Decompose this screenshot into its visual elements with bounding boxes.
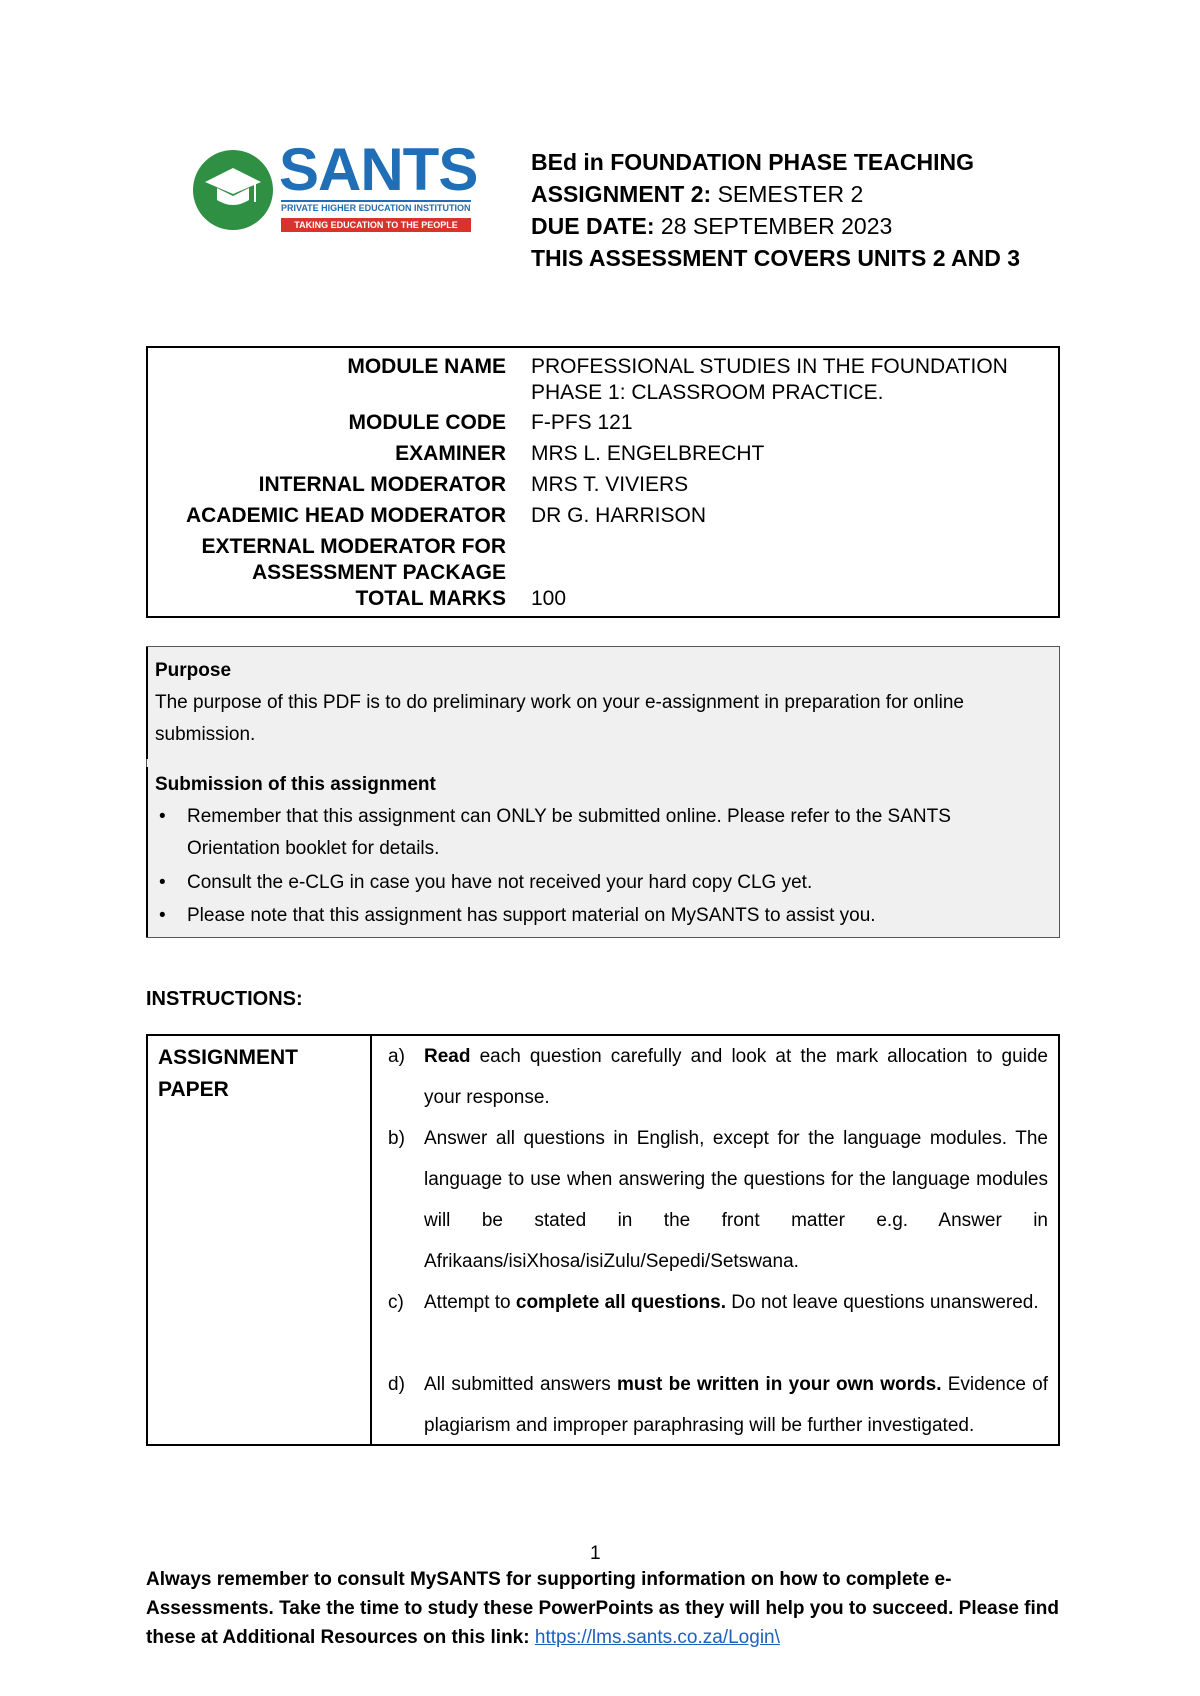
bullet-icon: • xyxy=(159,872,166,893)
instructions-title: INSTRUCTIONS: xyxy=(146,988,303,1010)
programme-title: BEd in FOUNDATION PHASE TEACHING xyxy=(531,149,974,175)
instructions-table: ASSIGNMENT PAPER a) Read each question carefully and look at the mark allocation to guide your response. b) Answer all questions in English, except for the language modules. The language to use when answering the questions for the language modules will be stated in the front matter e.g. Answer in Afrikaans/isiXhosa/isiZulu/Sepedi/Setswana. c) Attempt to complete all questions. Do not leave questions unanswered. d) All submitted answers must be written in your own words. Evidence of plagiarism and improper paraphrasing will be further investigated. xyxy=(146,1034,1060,1446)
sants-logo xyxy=(193,136,478,236)
logo-brand: SANTS xyxy=(279,136,478,203)
module-info-table xyxy=(146,346,1060,618)
submission-title: Submission of this assignment xyxy=(155,774,436,795)
module-row-value: F-PFS 121 xyxy=(531,411,633,434)
assignment-line: ASSIGNMENT 2: SEMESTER 2 xyxy=(531,181,864,207)
assignment-paper-label: ASSIGNMENT PAPER xyxy=(158,1046,299,1101)
module-row-value: MRS T. VIVIERS xyxy=(531,473,689,496)
divider xyxy=(370,1036,372,1444)
document-header xyxy=(531,146,1051,274)
module-row-value: DR G. HARRISON xyxy=(531,504,707,527)
module-row-label: ACADEMIC HEAD MODERATOR xyxy=(185,504,506,527)
purpose-title: Purpose xyxy=(155,660,232,681)
bullet-icon: • xyxy=(159,905,166,926)
page-number: 1 xyxy=(590,1543,601,1564)
module-row-value: 100 xyxy=(531,587,567,610)
bullet-icon: • xyxy=(159,806,166,827)
logo-tagline: PRIVATE HIGHER EDUCATION INSTITUTION xyxy=(281,200,471,213)
module-row-value: MRS L. ENGELBRECHT xyxy=(531,442,765,465)
module-row-label: INTERNAL MODERATOR xyxy=(258,473,506,496)
purpose-box: Purpose The purpose of this PDF is to do preliminary work on your e-assignment in preparation for online submission. Submission of this assignment • Remember that this assignment can ONLY be submitted online. Please refer to the SANTS Orientation booklet for details. • Consult the e-CLG in case you have not received your hard copy CLG yet. • Please note that this assignment has support material on MySANTS to assist you. xyxy=(146,646,1060,938)
divider xyxy=(146,647,148,759)
logo-slogan: TAKING EDUCATION TO THE PEOPLE xyxy=(281,218,471,232)
module-row-label: EXTERNAL MODERATOR FOR ASSESSMENT PACKAGE xyxy=(201,535,506,584)
units-covered: THIS ASSESSMENT COVERS UNITS 2 AND 3 xyxy=(531,245,1021,271)
module-row-label: MODULE NAME xyxy=(347,355,506,378)
lms-login-link[interactable]: https://lms.sants.co.za/Login\ xyxy=(534,1627,780,1648)
divider xyxy=(146,767,148,937)
module-row-label: TOTAL MARKS xyxy=(355,587,506,610)
footer-note: Always remember to consult MySANTS for supporting information on how to complete e-Assessments. Take the time to study these PowerPoints as they will help you to succeed. Please find these at Additional Resources on this link: https://lms.sants.co.za/Login\ xyxy=(146,1569,1059,1648)
purpose-text: The purpose of this PDF is to do preliminary work on your e-assignment in preparation for online submission. xyxy=(155,692,964,745)
due-date-line: DUE DATE: 28 SEPTEMBER 2023 xyxy=(531,213,893,239)
module-row-label: MODULE CODE xyxy=(348,411,506,434)
module-row-value: PROFESSIONAL STUDIES IN THE FOUNDATION PHASE 1: CLASSROOM PRACTICE. xyxy=(531,355,1008,404)
graduation-cap-icon xyxy=(193,150,273,230)
module-row-label: EXAMINER xyxy=(395,442,506,465)
